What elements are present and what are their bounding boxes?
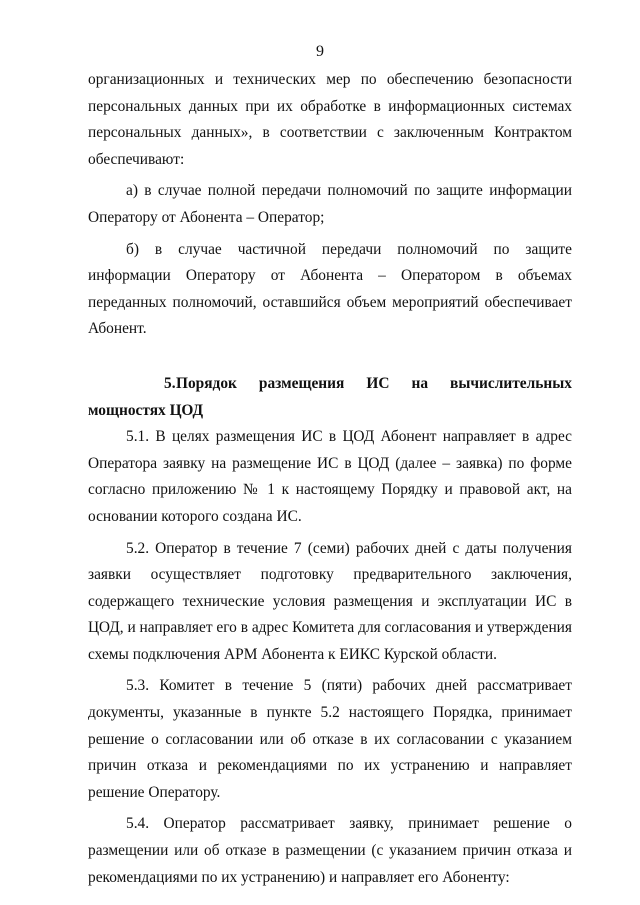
clause-5-3: 5.3. Комитет в течение 5 (пяти) рабочих дней рассматривает документы, указанные в пункте 5.2 настоящего Порядка, принимает решение о согласовании или об отказе в их согласовании с указанием причин отказа и рекомендациями по их устранению и направляет решение Оператору. xyxy=(88,677,572,801)
paragraph-continued: организационных и технических мер по обеспечению безопасности персональных данных при их обработке в информационных системах персональных данных», в соответствии с заключенным Контрактом обеспечивают: xyxy=(88,71,572,168)
paragraph-item-b: б) в случае частичной передачи полномочий по защите информации Оператору от Абонента – Оператором в объемах переданных полномочий, оставшийся объем мероприятий обеспечивает Абонент. xyxy=(88,240,572,338)
document-body xyxy=(88,67,572,891)
section-number: 5. xyxy=(164,374,176,392)
section-title: Порядок размещения ИС на вычислительных мощностях ЦОД xyxy=(88,374,572,419)
paragraph-item-a: а) в случае полной передачи полномочий по защите информации Оператору от Абонента – Оператор; xyxy=(88,182,572,226)
page-number: 9 xyxy=(316,43,324,60)
section-heading xyxy=(88,371,572,424)
clause-5-2: 5.2. Оператор в течение 7 (семи) рабочих дней с даты получения заявки осуществляет подготовку предварительного заключения, содержащего технические условия размещения и эксплуатации ИС в ЦОД, и направляет его в адрес Комитета для согласования и утверждения схемы подключения АРМ Абонента к ЕИКС Курской области. xyxy=(88,539,572,663)
spacer xyxy=(88,343,572,371)
clause-5-1: 5.1. В целях размещения ИС в ЦОД Абонент направляет в адрес Оператора заявку на размещение ИС в ЦОД (далее – заявка) по форме согласно приложению № 1 к настоящему Порядку и правовой акт, на основании которого создана ИС. xyxy=(88,428,572,525)
clause-5-4: 5.4. Оператор рассматривает заявку, принимает решение о размещении или об отказе в размещении (с указанием причин отказа и рекомендациями по их устранению) и направляет его Абоненту: xyxy=(88,815,572,886)
